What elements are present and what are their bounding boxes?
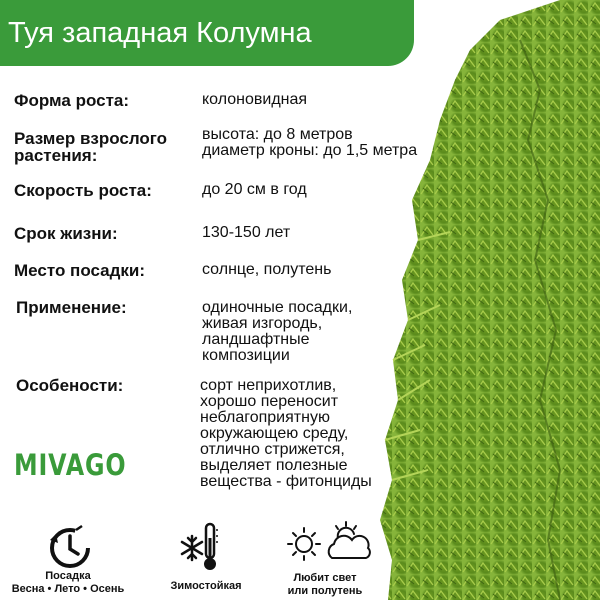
usage-value — [202, 300, 352, 364]
snowflake-thermometer-icon — [178, 518, 220, 574]
features-label: Особености: — [16, 376, 124, 395]
adult-size-value — [202, 127, 417, 159]
adult-size-label — [14, 130, 167, 164]
features-line: выделяет полезные — [200, 457, 348, 474]
planting-place-label: Место посадки: — [14, 261, 146, 280]
light-badge-caption — [272, 572, 378, 598]
usage-line: композиции — [202, 347, 290, 364]
features-line: отлично стрижется, — [200, 441, 345, 458]
features-line: сорт неприхотлив, — [200, 377, 337, 394]
calendar-clock-icon — [44, 524, 94, 572]
usage-line: живая изгородь, — [202, 315, 323, 332]
light-caption-line2: или полутень — [287, 585, 363, 597]
light-caption-line1: Любит свет — [293, 572, 357, 584]
frost-badge-caption: Зимостойкая — [170, 580, 242, 592]
usage-line: одиночные посадки, — [202, 299, 353, 316]
page-title: Туя западная Колумна — [0, 0, 414, 66]
planting-caption-line2: Весна • Лето • Осень — [11, 583, 125, 595]
adult-size-label-line2: растения: — [14, 146, 98, 165]
features-line: окружающею среду, — [200, 425, 349, 442]
usage-line: ландшафтные — [202, 331, 310, 348]
sun-icon — [284, 520, 324, 564]
features-line: хорошо переносит — [200, 393, 339, 410]
lifespan-value: 130-150 лет — [202, 224, 291, 241]
brand-logo: MIVAGO — [14, 448, 127, 482]
planting-place-value: солнце, полутень — [202, 261, 332, 278]
sun-cloud-icon — [324, 518, 374, 564]
features-value — [200, 378, 372, 490]
features-line: неблагоприятную — [200, 409, 330, 426]
planting-caption-line1: Посадка — [45, 570, 91, 582]
planting-badge-caption — [6, 570, 130, 596]
growth-form-label: Форма роста: — [14, 91, 130, 110]
usage-label: Применение: — [16, 298, 127, 317]
lifespan-label: Срок жизни: — [14, 224, 118, 243]
adult-size-label-line1: Размер взрослого — [14, 129, 168, 148]
features-line: вещества - фитонциды — [200, 473, 372, 490]
adult-size-value-line1: высота: до 8 метров — [202, 126, 353, 143]
growth-speed-label: Скорость роста: — [14, 181, 152, 200]
growth-form-value: колоновидная — [202, 91, 308, 108]
growth-speed-value: до 20 см в год — [202, 181, 307, 198]
adult-size-value-line2: диаметр кроны: до 1,5 метра — [202, 142, 418, 159]
